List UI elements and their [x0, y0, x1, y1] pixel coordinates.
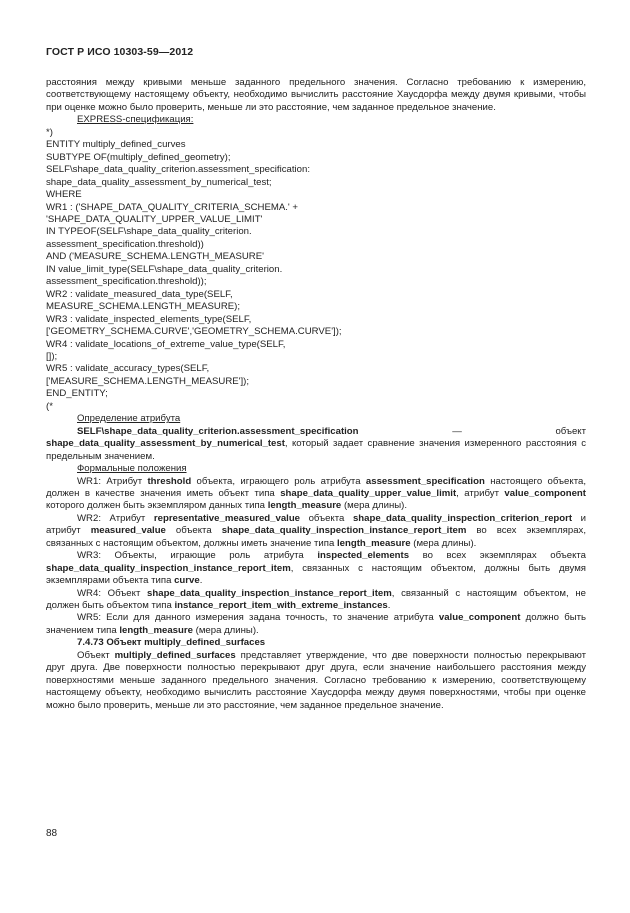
wr4-paragraph: WR4: Объект shape_data_quality_inspection_instance_report_item, связанный с настоящим объектом, не должен быть объектом типа instance_report_item_with_extreme_instances.	[46, 587, 586, 612]
code-line: *)	[46, 126, 53, 138]
code-line: IN TYPEOF(SELF\shape_data_quality_criterion.	[46, 226, 252, 238]
code-line: AND ('MEASURE_SCHEMA.LENGTH_MEASURE'	[46, 251, 264, 263]
code-line: 'SHAPE_DATA_QUALITY_UPPER_VALUE_LIMIT'	[46, 213, 263, 225]
surfaces-paragraph: Объект multiply_defined_surfaces представляет утверждение, что две поверхности полностью перекрывают друг друга. Две поверхности полностью перекрывают друг друга, если значение наибольшего расстояния между поверхностями меньше заданного предельного значения. Согласно требованию к измерению, соответствующему настоящему объекту, необходимо вычислить расстояние Хаусдорфа между двумя поверхностями, чтобы при оценке можно было проверить, меньше ли это расстояние, чем заданное предельное значение.	[46, 649, 586, 711]
code-line: (*	[46, 400, 53, 412]
code-line: ['GEOMETRY_SCHEMA.CURVE','GEOMETRY_SCHEMA.CURVE']);	[46, 326, 342, 338]
code-line: WHERE	[46, 189, 82, 201]
standard-header: ГОСТ Р ИСО 10303-59—2012	[46, 46, 194, 58]
wr1-paragraph: WR1: Атрибут threshold объекта, играющего роль атрибута assessment_specification настоящего объекта, должен в качестве значения иметь объект типа shape_data_quality_upper_value_limit, атрибут value_component которого должен быть экземпляром данных типа length_measure (мера длины).	[46, 475, 586, 512]
code-line: SUBTYPE OF(multiply_defined_geometry);	[46, 151, 231, 163]
code-line: assessment_specification.threshold));	[46, 276, 207, 288]
code-line: WR3 : validate_inspected_elements_type(SELF,	[46, 313, 252, 325]
formal-heading: Формальные положения	[77, 463, 187, 475]
code-line: WR1 : ('SHAPE_DATA_QUALITY_CRITERIA_SCHEMA.' +	[46, 201, 299, 213]
wr2-paragraph: WR2: Атрибут representative_measured_value объекта shape_data_quality_inspection_criterion_report и атрибут measured_value объекта shape_data_quality_inspection_instance_report_item во всех экземплярах, связанных с настоящим объектом, должны иметь значение типа length_measure (мера длины).	[46, 512, 587, 549]
code-line: assessment_specification.threshold))	[46, 238, 204, 250]
page-number: 88	[46, 828, 58, 839]
document-body	[46, 77, 586, 712]
express-code-block	[46, 127, 586, 413]
code-line: []);	[46, 350, 58, 362]
attr-def-paragraph: SELF\shape_data_quality_criterion.assessment_specification — объект shape_data_quality_assessment_by_numerical_test, который задает сравнение значения измеренного расстояния с предельным значением.	[46, 425, 586, 462]
section-title: 7.4.73 Объект multiply_defined_surfaces	[77, 637, 266, 649]
wr3-paragraph: WR3: Объекты, играющие роль атрибута inspected_elements во всех экземплярах объекта shape_data_quality_inspection_instance_report_item, связанных с настоящим объектом, должны быть двумя экземплярами объекта типа curve.	[46, 550, 587, 587]
code-line: END_ENTITY;	[46, 388, 108, 400]
code-line: ENTITY multiply_defined_curves	[46, 139, 186, 151]
express-label: EXPRESS-спецификация:	[77, 114, 194, 126]
attr-def-heading: Определение атрибута	[77, 413, 181, 425]
code-line: MEASURE_SCHEMA.LENGTH_MEASURE);	[46, 301, 241, 313]
code-line: WR4 : validate_locations_of_extreme_value_type(SELF,	[46, 338, 286, 350]
intro-paragraph: расстояния между кривыми меньше заданного предельного значения. Согласно требованию к измерению, соответствующему настоящему объекту, необходимо вычислить расстояние Хаусдорфа между двумя кривыми, чтобы при оценке можно было проверить, меньше ли это расстояние, чем заданное предельное значение.	[46, 77, 586, 113]
wr5-paragraph: WR5: Если для данного измерения задана точность, то значение атрибута value_component должно быть значением типа length_measure (мера длины).	[46, 612, 586, 636]
code-line: shape_data_quality_assessment_by_numerical_test;	[46, 176, 272, 188]
code-line: WR2 : validate_measured_data_type(SELF,	[46, 288, 233, 300]
code-line: SELF\shape_data_quality_criterion.assessment_specification:	[46, 164, 310, 176]
code-line: ['MEASURE_SCHEMA.LENGTH_MEASURE']);	[46, 375, 250, 387]
code-line: IN value_limit_type(SELF\shape_data_quality_criterion.	[46, 263, 283, 275]
code-line: WR5 : validate_accuracy_types(SELF,	[46, 363, 210, 375]
